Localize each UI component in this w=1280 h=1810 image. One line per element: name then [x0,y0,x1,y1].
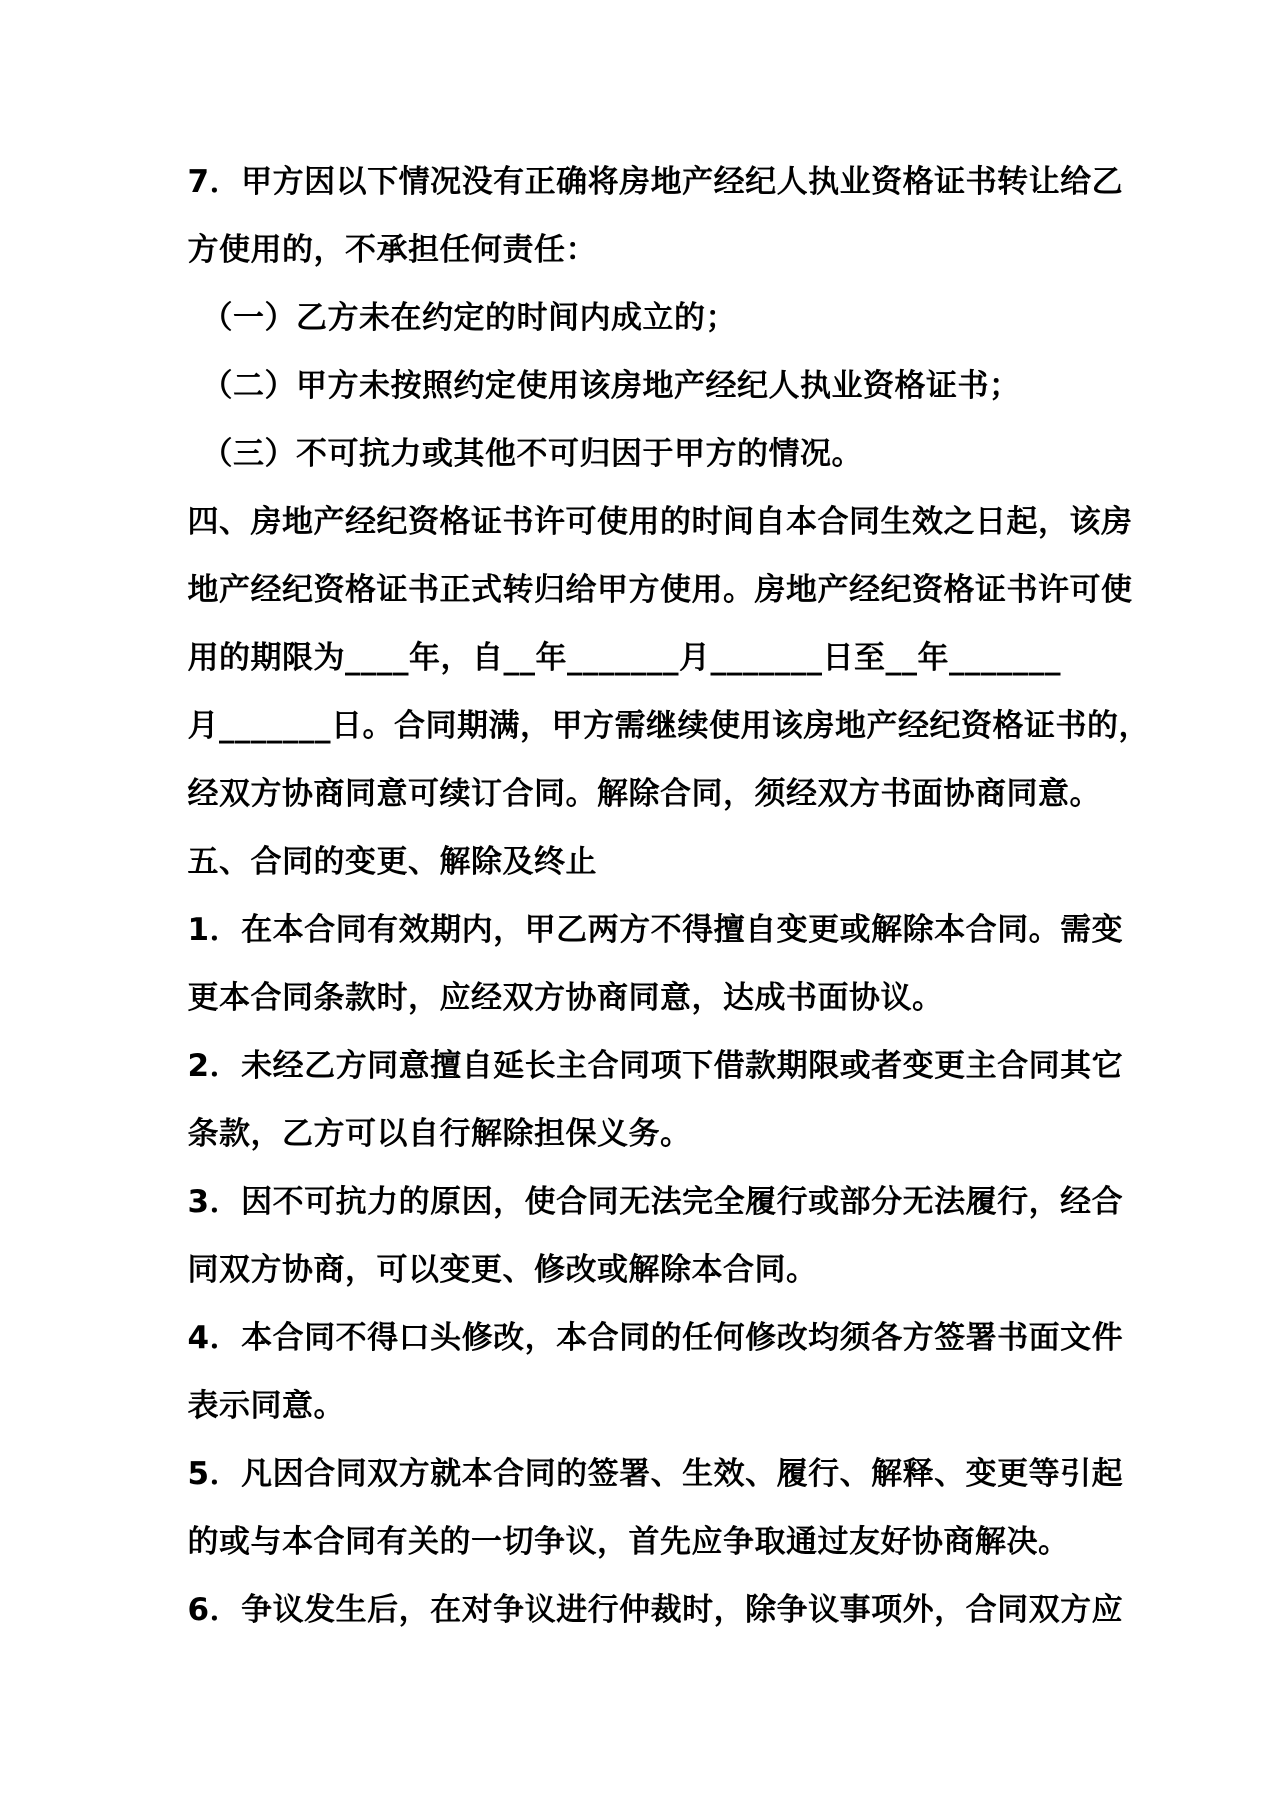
text-line: 4．本合同不得口头修改，本合同的任何修改均须各方签署书面文件 [187,1320,1124,1356]
text-line: 更本合同条款时，应经双方协商同意，达成书面协议。 [187,980,944,1016]
document-body [187,0,1150,1644]
text-line: 月_______日。合同期满，甲方需继续使用该房地产经纪资格证书的， [187,708,1150,744]
text-line: （二）甲方未按照约定使用该房地产经纪人执业资格证书； [201,368,1021,404]
text-line: 四、房地产经纪资格证书许可使用的时间自本合同生效之日起，该房 [187,504,1133,540]
text-line: 地产经纪资格证书正式转归给甲方使用。房地产经纪资格证书许可使 [187,572,1133,608]
text-line: （三）不可抗力或其他不可归因于甲方的情况。 [201,436,863,472]
text-line: 7．甲方因以下情况没有正确将房地产经纪人执业资格证书转让给乙 [187,164,1124,200]
text-line: 5．凡因合同双方就本合同的签署、生效、履行、解释、变更等引起 [187,1456,1124,1492]
text-line: 的或与本合同有关的一切争议，首先应争取通过友好协商解决。 [187,1524,1070,1560]
text-line: 方使用的，不承担任何责任： [187,232,597,268]
text-line: 用的期限为____年，自__年_______月_______日至__年_______ [187,640,1061,676]
text-line: 同双方协商，可以变更、修改或解除本合同。 [187,1252,818,1288]
text-line: 条款，乙方可以自行解除担保义务。 [187,1116,692,1152]
text-line: 2．未经乙方同意擅自延长主合同项下借款期限或者变更主合同其它 [187,1048,1124,1084]
text-line: 五、合同的变更、解除及终止 [187,844,597,880]
text-line: 1．在本合同有效期内，甲乙两方不得擅自变更或解除本合同。需变 [187,912,1124,948]
text-line: 经双方协商同意可续订合同。解除合同，须经双方书面协商同意。 [187,776,1101,812]
text-line: （一）乙方未在约定的时间内成立的； [201,300,737,336]
text-line: 6．争议发生后，在对争议进行仲裁时，除争议事项外，合同双方应 [187,1592,1124,1628]
text-line: 3．因不可抗力的原因，使合同无法完全履行或部分无法履行，经合 [187,1184,1124,1220]
text-line: 表示同意。 [187,1388,345,1424]
